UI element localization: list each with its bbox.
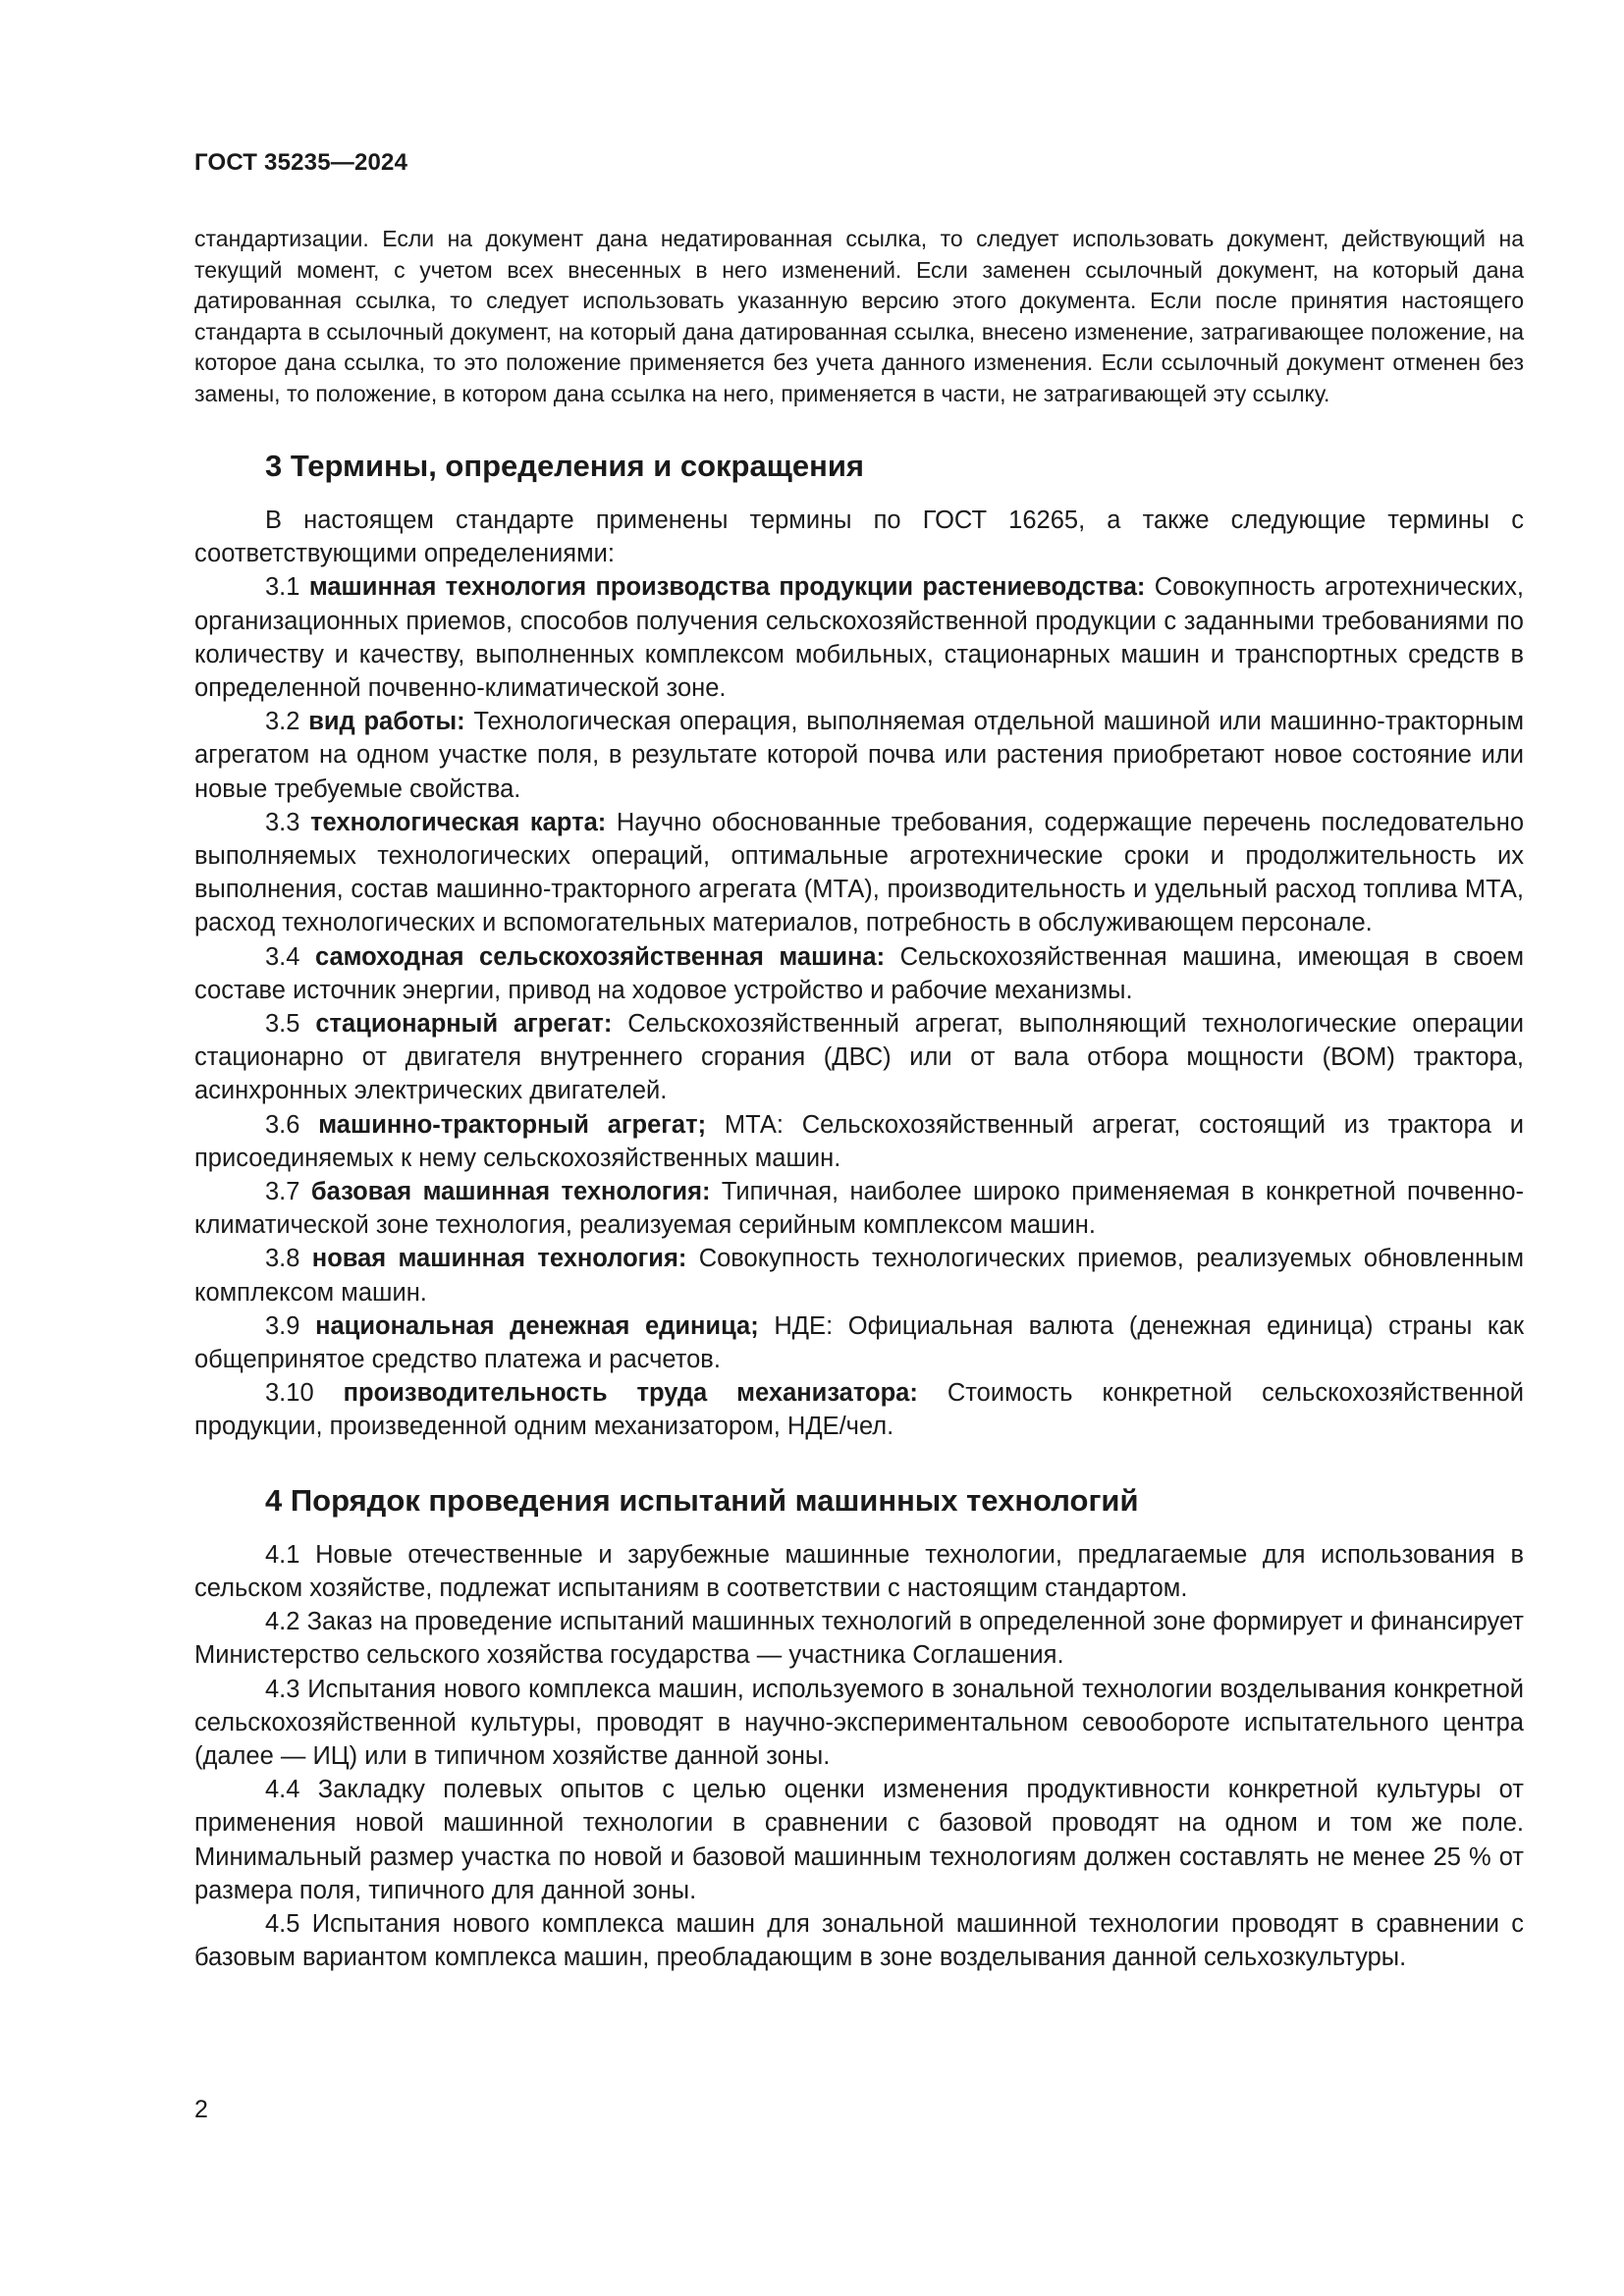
definition-3-3 [194, 806, 1524, 940]
definition-3-9 [194, 1309, 1524, 1376]
definition-3-4 [194, 940, 1524, 1007]
clause-text: Новые отечественные и зарубежные машинные технологии, предлагаемые для использования в сельском хозяйстве, подлежат испытаниям в соответствии с настоящим стандартом. [194, 1540, 1524, 1602]
clause-number: 3.6 [265, 1110, 300, 1139]
clause-number: 4.3 [265, 1675, 300, 1703]
clause-number: 3.4 [265, 942, 300, 971]
definition-3-1 [194, 570, 1524, 705]
term: национальная денежная единица; [315, 1311, 759, 1340]
section-3-intro: В настоящем стандарте применены термины по ГОСТ 16265, а также следующие термины с соответствующими определениями: [194, 507, 1524, 568]
definition-3-2 [194, 705, 1524, 806]
definition-3-6 [194, 1108, 1524, 1175]
clause-text: Заказ на проведение испытаний машинных технологий в определенной зоне формирует и финансирует Министерство сельского хозяйства государства — участника Соглашения. [194, 1608, 1524, 1670]
definition-3-5 [194, 1007, 1524, 1108]
definition: Технологическая операция, выполняемая отдельной машиной или машинно-тракторным агрегатом на одном участке поля, в результате которой почва или растения приобретают новое состояние или новые требуемые свойства. [194, 708, 1524, 803]
definition: Типичная, наиболее широко применяемая в конкретной почвенно-климатической зоне технология, реализуемая серийным комплексом машин. [194, 1178, 1524, 1240]
clause-4-3 [194, 1673, 1524, 1774]
clause-4-4 [194, 1773, 1524, 1907]
term: производительность труда механизатора: [343, 1379, 918, 1408]
clause-number: 4.2 [265, 1608, 300, 1636]
clause-number: 3.10 [265, 1379, 314, 1408]
definition: НДЕ: Официальная валюта (денежная единица) страны как общепринятое средство платежа и расчетов. [194, 1311, 1524, 1374]
term: стационарный агрегат: [315, 1010, 613, 1039]
term: вид работы: [308, 708, 465, 736]
clause-text: Испытания нового комплекса машин, используемого в зональной технологии возделывания конкретной сельскохозяйственной культуры, проводят в научно-экспериментальном севообороте испытательного центра (далее — ИЦ) или в типичном хозяйстве данной зоны. [194, 1675, 1524, 1770]
section-4-title: 4 Порядок проведения испытаний машинных технологий [265, 1482, 1139, 1518]
page-number: 2 [194, 2096, 208, 2123]
clause-number: 3.2 [265, 708, 300, 736]
clause-4-1 [194, 1538, 1524, 1605]
clause-4-5 [194, 1907, 1524, 1974]
term: базовая машинная технология: [310, 1178, 711, 1206]
term: самоходная сельскохозяйственная машина: [314, 942, 886, 971]
clause-number: 4.5 [265, 1909, 300, 1938]
clause-number: 3.7 [265, 1178, 300, 1206]
clause-number: 3.8 [265, 1245, 300, 1273]
definition: МТА: Сельскохозяйственный агрегат, состоящий из трактора и присоединяемых к нему сельскохозяйственных машин. [194, 1110, 1524, 1172]
clause-number: 4.1 [265, 1540, 300, 1569]
clause-4-2 [194, 1605, 1524, 1672]
intro-paragraph: стандартизации. Если на документ дана недатированная ссылка, то следует использовать документ, действующий на текущий момент, с учетом всех внесенных в него изменений. Если заменен ссылочный документ, на который дана датированная ссылка, то следует использовать указанную версию этого документа. Если после принятия настоящего стандарта в ссылочный документ, на который дана датированная ссылка, внесено изменение, затрагивающее положение, на которое дана ссылка, то это положение применяется без учета данного изменения. Если ссылочный документ отменен без замены, то положение, в котором дана ссылка на него, применяется в части, не затрагивающей эту ссылку. [194, 226, 1524, 406]
term: машинная технология производства продукции растениеводства: [308, 573, 1146, 602]
definition: Совокупность технологических приемов, реализуемых обновленным комплексом машин. [194, 1245, 1524, 1307]
term: технологическая карта: [310, 808, 607, 836]
definition-3-10 [194, 1376, 1524, 1443]
document-header: ГОСТ 35235—2024 [194, 149, 408, 176]
document-body [194, 224, 1524, 1974]
clause-number: 4.4 [265, 1776, 300, 1804]
clause-number: 3.5 [265, 1010, 300, 1039]
definition: Стоимость конкретной сельскохозяйственной продукции, произведенной одним механизатором, НДЕ/чел. [194, 1379, 1524, 1441]
clause-text: Закладку полевых опытов с целью оценки изменения продуктивности конкретной культуры от применения новой машинной технологии в сравнении с базовой проводят на одном и том же поле. Минимальный размер участка по новой и базовой машинным технологиям должен составлять не менее 25 % от размера поля, типичного для данной зоны. [194, 1776, 1524, 1904]
section-3-title: 3 Термины, определения и сокращения [265, 449, 864, 483]
term: машинно-тракторный агрегат; [318, 1110, 707, 1139]
definition: Совокупность агротехнических, организационных приемов, способов получения сельскохозяйственной продукции с заданными требованиями по количеству и качеству, выполненных комплексом мобильных, стационарных машин и транспортных средств в определенной почвенно-климатической зоне. [194, 573, 1524, 703]
clause-number: 3.1 [265, 573, 300, 602]
term: новая машинная технология: [311, 1245, 687, 1273]
definition-3-8 [194, 1242, 1524, 1308]
clause-number: 3.3 [265, 808, 300, 836]
clause-text: Испытания нового комплекса машин для зональной машинной технологии проводят в сравнении с базовым вариантом комплекса машин, преобладающим в зоне возделывания данной сельхозкультуры. [194, 1909, 1524, 1972]
definition-3-7 [194, 1175, 1524, 1242]
definition: Сельскохозяйственная машина, имеющая в своем составе источник энергии, привод на ходовое устройство и рабочие механизмы. [194, 942, 1524, 1004]
definition: Сельскохозяйственный агрегат, выполняющий технологические операции стационарно от двигателя внутреннего сгорания (ДВС) или от вала отбора мощности (ВОМ) трактора, асинхронных электрических двигателей. [194, 1010, 1524, 1105]
definition: Научно обоснованные требования, содержащие перечень последовательно выполняемых технологических операций, оптимальные агротехнические сроки и продолжительность их выполнения, состав машинно-тракторного агрегата (МТА), производительность и удельный расход топлива МТА, расход технологических и вспомогательных материалов, потребность в обслуживающем персонале. [194, 808, 1525, 937]
clause-number: 3.9 [265, 1311, 300, 1340]
